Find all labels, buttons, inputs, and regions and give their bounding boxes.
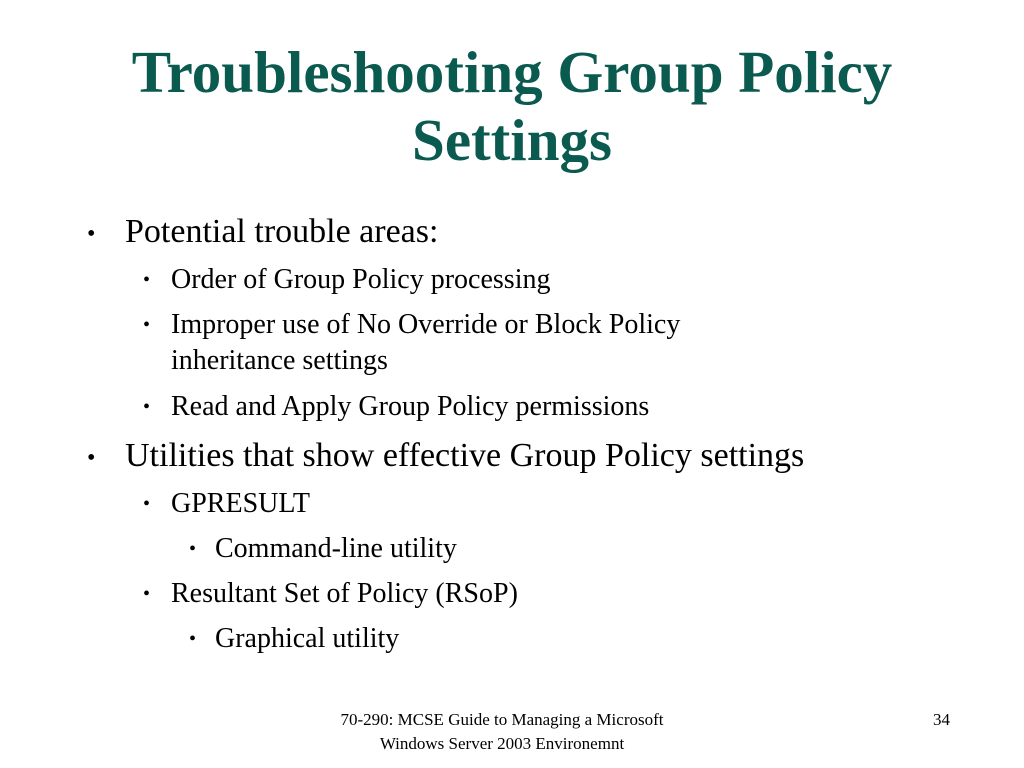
bullet-text: Potential trouble areas: xyxy=(125,213,439,250)
bullet-glyph: • xyxy=(143,583,151,605)
bullet-item-potential-trouble-areas xyxy=(87,212,439,252)
bullet-text: Utilities that show effective Group Policy settings xyxy=(125,437,805,474)
bullet-text: Improper use of No Override or Block Policy xyxy=(171,309,681,340)
bullet-item-utilities xyxy=(87,436,805,476)
bullet-item-improper-use xyxy=(143,307,681,343)
page-number: 34 xyxy=(933,710,950,729)
bullet-glyph: • xyxy=(143,396,151,418)
bullet-glyph: • xyxy=(87,221,96,247)
bullet-glyph: • xyxy=(143,269,151,291)
bullet-text: Resultant Set of Policy (RSoP) xyxy=(171,578,518,609)
bullet-glyph: • xyxy=(189,538,197,560)
bullet-item-command-line-utility xyxy=(189,531,457,567)
footer-line-2: Windows Server 2003 Environemnt xyxy=(379,734,625,753)
bullet-text: Order of Group Policy processing xyxy=(171,264,551,295)
bullet-glyph: • xyxy=(143,314,151,336)
bullet-item-order-of-processing xyxy=(143,262,551,298)
bullet-text-continued: inheritance settings xyxy=(171,345,388,376)
bullet-glyph: • xyxy=(189,628,197,650)
footer-line-1: 70-290: MCSE Guide to Managing a Microsoft xyxy=(340,710,664,729)
bullet-text: GPRESULT xyxy=(171,488,311,519)
bullet-text: Read and Apply Group Policy permissions xyxy=(171,391,650,422)
bullet-item-graphical-utility xyxy=(189,621,400,657)
title-line-2: Settings xyxy=(412,107,612,173)
bullet-text: Graphical utility xyxy=(215,623,400,654)
bullet-item-gpresult xyxy=(143,486,311,522)
bullet-item-read-apply-permissions xyxy=(143,389,650,425)
bullet-item-rsop xyxy=(143,576,518,612)
title-line-1: Troubleshooting Group Policy xyxy=(131,39,893,105)
bullet-text: Command-line utility xyxy=(215,533,457,564)
bullet-item-improper-use-continued xyxy=(171,343,388,379)
bullet-glyph: • xyxy=(87,445,96,471)
bullet-glyph: • xyxy=(143,493,151,515)
slide-footer xyxy=(300,708,704,756)
